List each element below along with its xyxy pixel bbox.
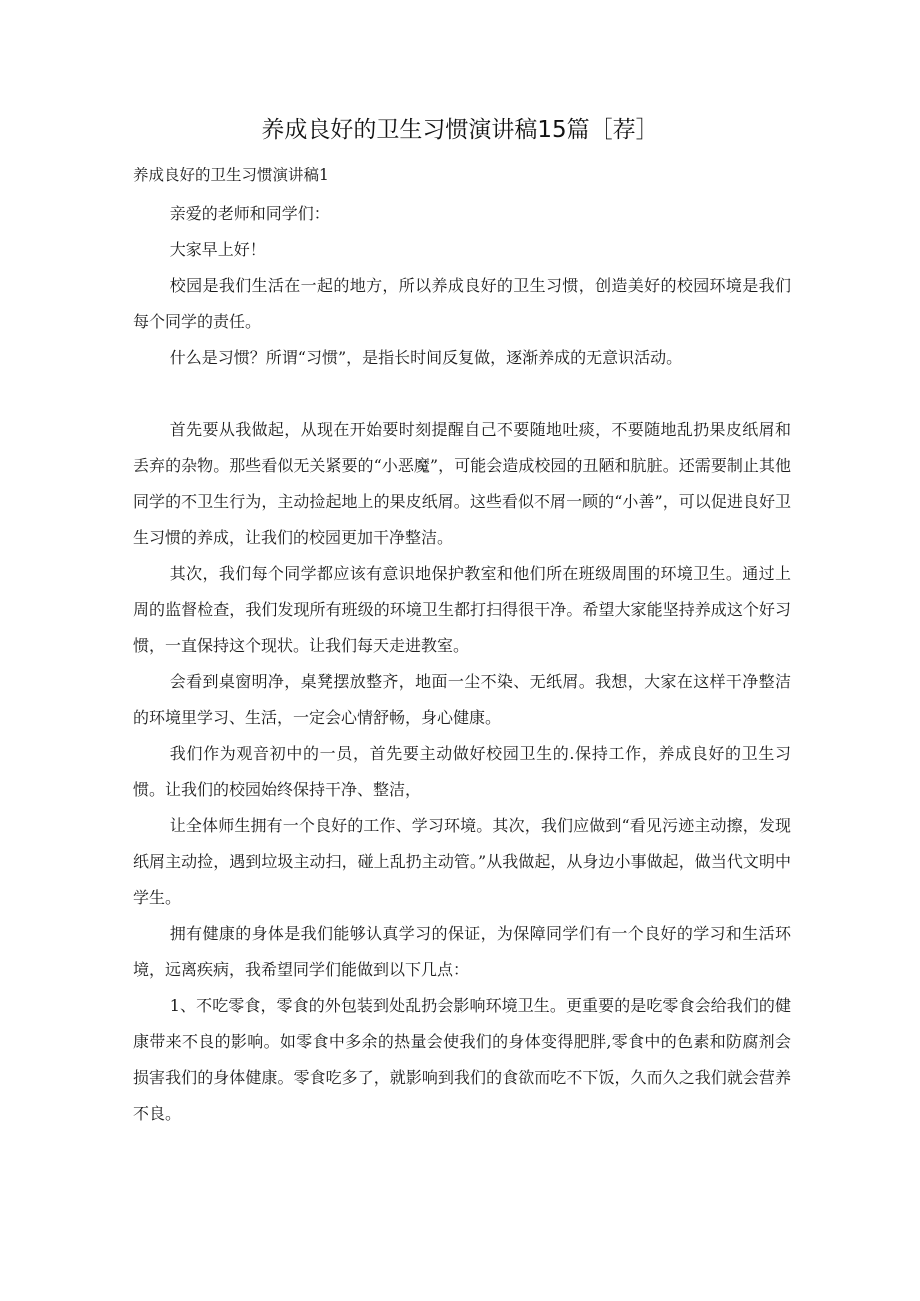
document-body	[133, 196, 791, 1132]
paragraph-no-snacks: 1、不吃零食，零食的外包装到处乱扔会影响环境卫生。更重要的是吃零食会给我们的健康带来不良的影响。如零食中多余的热量会使我们的身体变得肥胖,零食中的色素和防腐剂会损害我们的身体健康。零食吃多了，就影响到我们的食欲而吃不下饭，久而久之我们就会营养不良。	[133, 996, 791, 1123]
paragraph-habit-definition: 什么是习惯？所谓“习惯”，是指长时间反复做，逐渐养成的无意识活动。	[169, 348, 683, 367]
paragraph-member: 我们作为观音初中的一员，首先要主动做好校园卫生的.保持工作，养成良好的卫生习惯。让我们的校园始终保持干净、整洁，	[133, 744, 791, 799]
paragraph-greeting: 亲爱的老师和同学们：	[169, 204, 330, 223]
paragraph-start-with-me: 首先要从我做起，从现在开始要时刻提醒自己不要随地吐痰，不要随地乱扔果皮纸屑和丢弃的杂物。那些看似无关紧要的“小恶魔”，可能会造成校园的丑陋和肮脏。还需要制止其他同学的不卫生行为，主动捡起地上的果皮纸屑。这些看似不屑一顾的“小善”，可以促进良好卫生习惯的养成，让我们的校园更加干净整洁。	[133, 420, 791, 547]
paragraph-classroom: 其次，我们每个同学都应该有意识地保护教室和他们所在班级周围的环境卫生。通过上周的监督检查，我们发现所有班级的环境卫生都打扫得很干净。希望大家能坚持养成这个好习惯，一直保持这个现状。让我们每天走进教室。	[133, 564, 791, 655]
paragraph-healthy-body: 拥有健康的身体是我们能够认真学习的保证，为保障同学们有一个良好的学习和生活环境，远离疾病，我希望同学们能做到以下几点：	[133, 924, 791, 979]
paragraph-clean-desks: 会看到桌窗明净，桌凳摆放整齐，地面一尘不染、无纸屑。我想，大家在这样干净整洁的环境里学习、生活，一定会心情舒畅，身心健康。	[133, 672, 791, 727]
paragraph-campus: 校园是我们生活在一起的地方，所以养成良好的卫生习惯，创造美好的校园环境是我们每个同学的责任。	[133, 276, 791, 331]
paragraph-environment: 让全体师生拥有一个良好的工作、学习环境。其次，我们应做到“看见污迹主动擦，发现纸屑主动捡，遇到垃圾主动扫，碰上乱扔主动管。”从我做起，从身边小事做起，做当代文明中学生。	[133, 816, 791, 907]
paragraph-good-morning: 大家早上好！	[169, 240, 266, 259]
document-title: 养成良好的卫生习惯演讲稿15篇［荐］	[261, 117, 659, 143]
speech-subtitle: 养成良好的卫生习惯演讲稿1	[133, 166, 329, 184]
